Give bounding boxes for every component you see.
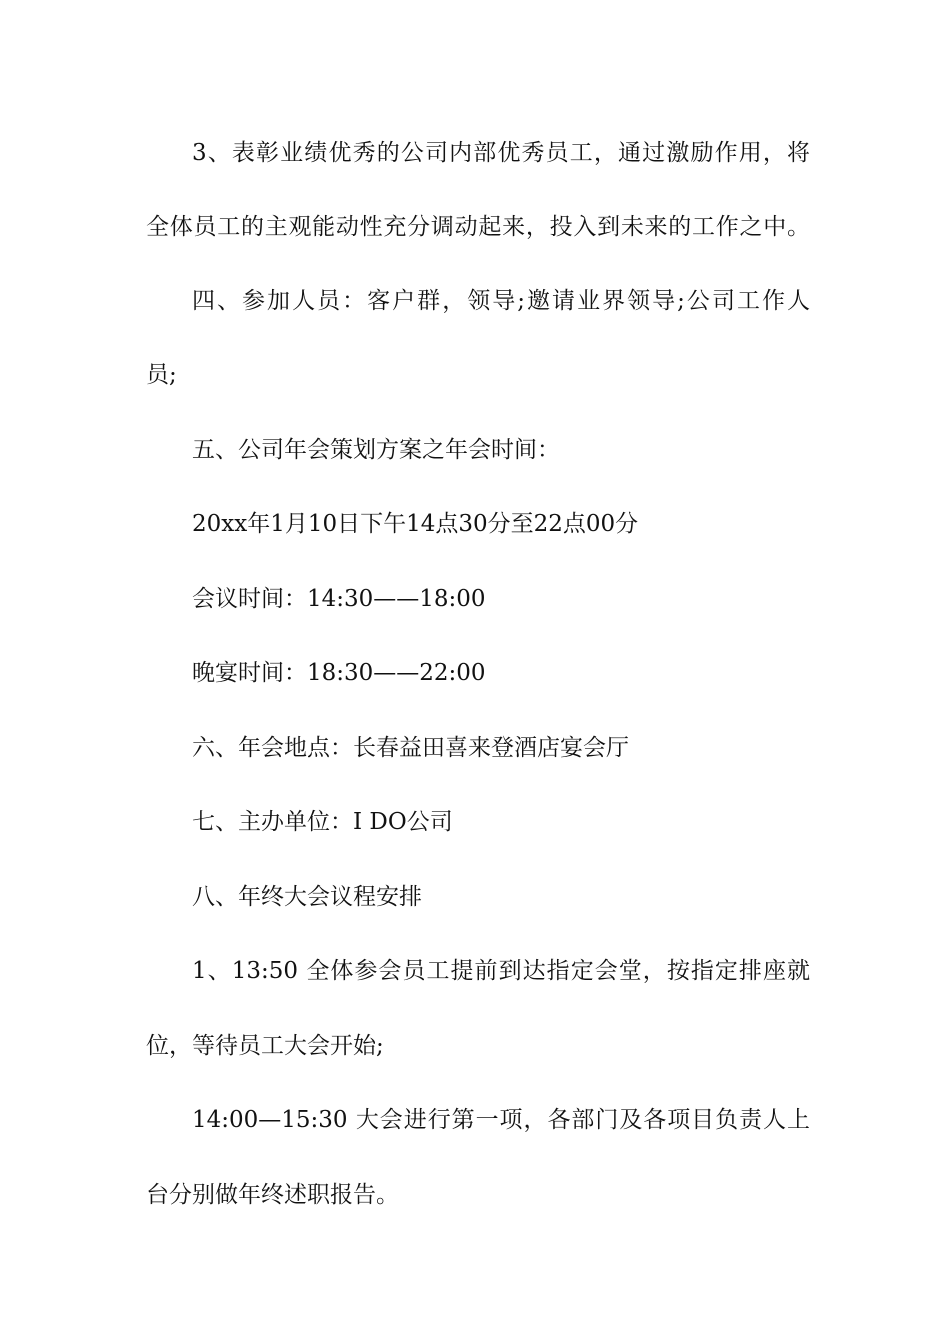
text-line: 四、参加人员：客户群，领导;邀请业界领导;公司工作人 [192, 288, 810, 314]
text-line: 全体员工的主观能动性充分调动起来，投入到未来的工作之中。 [146, 214, 810, 240]
text-line: 八、年终大会议程安排 [192, 884, 422, 910]
text-line: 1、13:50 全体参会员工提前到达指定会堂，按指定排座就 [192, 958, 810, 984]
text-line: 七、主办单位：I DO公司 [192, 809, 453, 835]
text-line: 20xx年1月10日下午14点30分至22点00分 [192, 511, 639, 537]
text-line: 会议时间：14:30——18:00 [192, 586, 486, 612]
text-line: 台分别做年终述职报告。 [146, 1182, 399, 1208]
text-line: 晚宴时间：18:30——22:00 [192, 660, 486, 686]
text-line: 3、表彰业绩优秀的公司内部优秀员工，通过激励作用，将 [192, 140, 810, 166]
text-line: 五、公司年会策划方案之年会时间： [192, 437, 560, 463]
text-line: 位，等待员工大会开始; [146, 1033, 384, 1059]
text-line: 员; [146, 362, 177, 388]
text-line: 六、年会地点：长春益田喜来登酒店宴会厅 [192, 735, 629, 761]
text-line: 14:00—15:30 大会进行第一项，各部门及各项目负责人上 [192, 1107, 810, 1133]
